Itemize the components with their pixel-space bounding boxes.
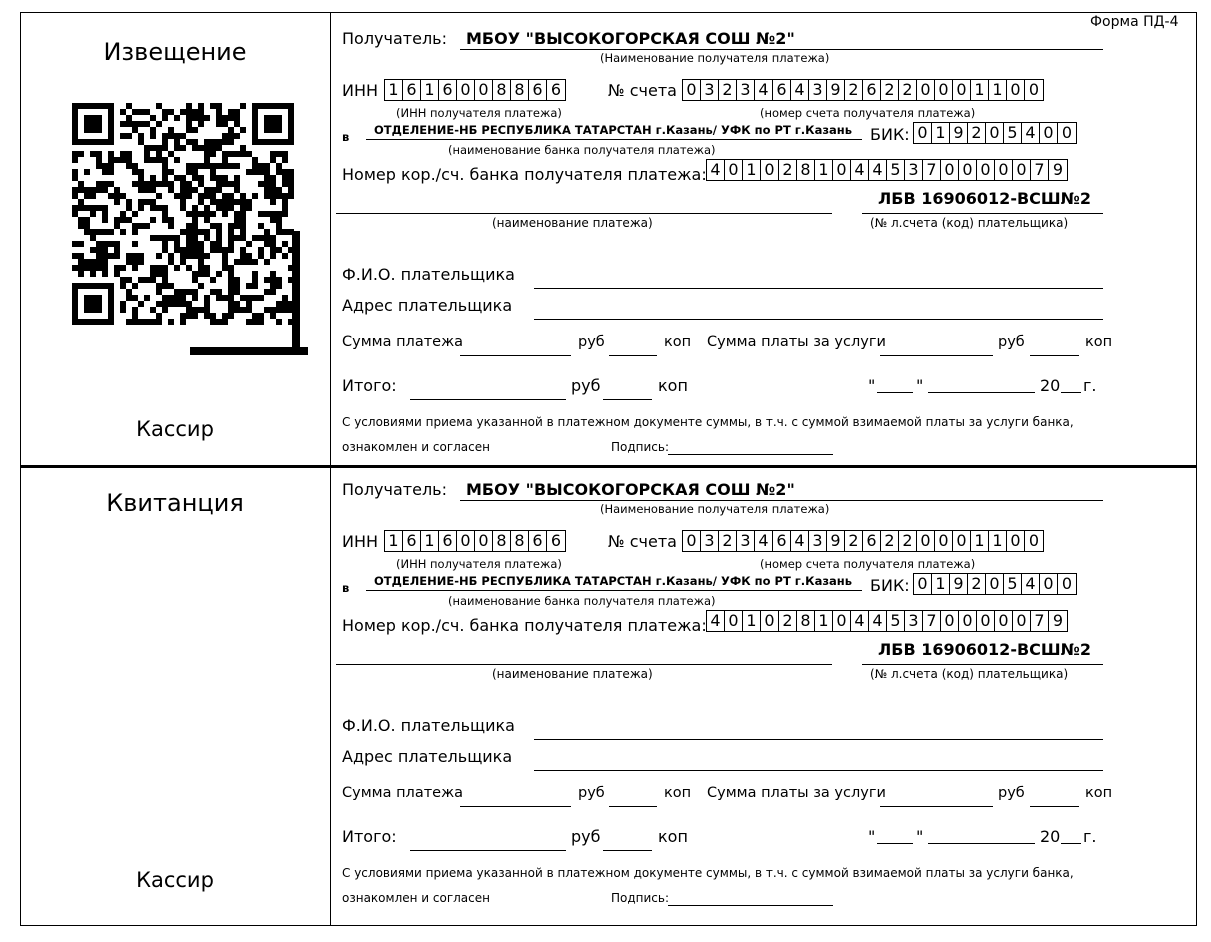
digit-cell: 3 xyxy=(809,80,827,100)
digit-cell: 9 xyxy=(950,574,968,594)
digit-cell: 6 xyxy=(439,531,457,551)
digit-cell: 3 xyxy=(809,531,827,551)
corr-label: Номер кор./сч. банка получателя платежа: xyxy=(342,616,707,635)
digit-cell: 1 xyxy=(385,80,403,100)
date-day-field[interactable] xyxy=(877,843,913,844)
date-month-field[interactable] xyxy=(928,392,1035,393)
digit-cell: 0 xyxy=(1061,123,1073,142)
digit-cell: 0 xyxy=(761,611,779,631)
sum-rub-field[interactable] xyxy=(460,355,571,356)
inn-digits xyxy=(384,79,566,101)
digit-cell: 9 xyxy=(827,80,845,100)
bik-label: БИК: xyxy=(870,576,910,595)
account-caption: (номер счета получателя платежа) xyxy=(760,557,976,571)
service-fee-label: Сумма платы за услуги xyxy=(707,785,886,801)
notice-section xyxy=(330,12,1197,467)
digit-cell: 6 xyxy=(773,80,791,100)
digit-cell: 2 xyxy=(899,531,917,551)
digit-cell: 2 xyxy=(719,531,737,551)
digit-cell: 2 xyxy=(845,531,863,551)
digit-cell: 1 xyxy=(421,531,439,551)
cashier-label-bottom: Кассир xyxy=(136,868,214,892)
payer-name-label: Ф.И.О. плательщика xyxy=(342,265,515,284)
fee-kop-field[interactable] xyxy=(1030,355,1079,356)
digit-cell: 0 xyxy=(1013,611,1031,631)
inn-label: ИНН xyxy=(342,532,379,551)
fee-rub-field[interactable] xyxy=(880,806,993,807)
inn-label: ИНН xyxy=(342,81,379,100)
digit-cell: 1 xyxy=(815,160,833,180)
fee-rub-label: руб xyxy=(998,785,1025,801)
digit-cell: 0 xyxy=(457,80,475,100)
digit-cell: 0 xyxy=(475,80,493,100)
sum-rub-label: руб xyxy=(578,785,605,801)
digit-cell: 3 xyxy=(737,80,755,100)
payer-account: ЛБВ 16906012-ВСШ№2 xyxy=(878,640,1092,659)
digit-cell: 5 xyxy=(1004,123,1022,143)
payer-account: ЛБВ 16906012-ВСШ№2 xyxy=(878,189,1092,208)
notice-title: Извещение xyxy=(103,38,247,66)
digit-cell: 9 xyxy=(1052,611,1064,630)
year-prefix: 20 xyxy=(1040,376,1061,395)
form-label: Форма ПД-4 xyxy=(1090,14,1179,30)
total-rub-field[interactable] xyxy=(410,850,566,851)
corr-digits xyxy=(706,610,1068,632)
digit-cell: 2 xyxy=(719,80,737,100)
digit-cell: 9 xyxy=(827,531,845,551)
fee-kop-label: коп xyxy=(1085,785,1113,801)
digit-cell: 7 xyxy=(1031,160,1049,180)
digit-cell: 5 xyxy=(1004,574,1022,594)
total-kop-label: коп xyxy=(658,827,688,846)
payer-name-field[interactable] xyxy=(534,739,1103,740)
sum-kop-field[interactable] xyxy=(609,806,657,807)
digit-cell: 4 xyxy=(851,160,869,180)
digit-cell: 0 xyxy=(725,160,743,180)
digit-cell: 0 xyxy=(917,531,935,551)
digit-cell: 0 xyxy=(941,160,959,180)
total-rub-label: руб xyxy=(571,827,601,846)
digit-cell: 0 xyxy=(475,531,493,551)
digit-cell: 0 xyxy=(1061,574,1073,593)
recipient-label: Получатель: xyxy=(342,29,447,48)
payer-account-caption: (№ л.счета (код) плательщика) xyxy=(870,216,1069,230)
digit-cell: 1 xyxy=(743,611,761,631)
digit-cell: 3 xyxy=(905,611,923,631)
digit-cell: 0 xyxy=(457,531,475,551)
bik-digits xyxy=(913,122,1077,144)
bank-name: ОТДЕЛЕНИЕ-НБ РЕСПУБЛИКА ТАТАРСТАН г.Казань/ УФК по РТ г.Казань xyxy=(374,123,852,137)
digit-cell: 4 xyxy=(869,160,887,180)
digit-cell: 5 xyxy=(887,611,905,631)
digit-cell: 2 xyxy=(779,611,797,631)
total-kop-field[interactable] xyxy=(603,399,652,400)
digit-cell: 9 xyxy=(1052,160,1064,179)
date-year-field[interactable] xyxy=(1061,843,1081,844)
payer-account-caption: (№ л.счета (код) плательщика) xyxy=(870,667,1069,681)
digit-cell: 4 xyxy=(869,611,887,631)
recipient-caption: (Наименование получателя платежа) xyxy=(600,502,830,516)
year-prefix: 20 xyxy=(1040,827,1061,846)
total-label: Итого: xyxy=(342,827,397,846)
digit-cell: 4 xyxy=(791,531,809,551)
digit-cell: 7 xyxy=(923,611,941,631)
account-digits xyxy=(682,530,1044,552)
sum-label: Сумма платежа xyxy=(342,785,464,801)
payment-name-caption: (наименование платежа) xyxy=(492,216,653,230)
digit-cell: 0 xyxy=(1028,531,1040,550)
digit-cell: 2 xyxy=(899,80,917,100)
digit-cell: 0 xyxy=(935,531,953,551)
fee-rub-label: руб xyxy=(998,334,1025,350)
recipient-name: МБОУ "ВЫСОКОГОРСКАЯ СОШ №2" xyxy=(466,480,795,499)
digit-cell: 1 xyxy=(421,80,439,100)
corr-label: Номер кор./сч. банка получателя платежа: xyxy=(342,165,707,184)
digit-cell: 0 xyxy=(977,611,995,631)
digit-cell: 0 xyxy=(959,160,977,180)
terms-line1: С условиями приема указанной в платежном документе суммы, в т.ч. с суммой взимаемой платы за услуги банка, xyxy=(342,415,1074,429)
payer-address-field[interactable] xyxy=(534,770,1103,771)
digit-cell: 6 xyxy=(403,80,421,100)
total-kop-field[interactable] xyxy=(603,850,652,851)
digit-cell: 1 xyxy=(989,531,1007,551)
digit-cell: 0 xyxy=(959,611,977,631)
digit-cell: 5 xyxy=(887,160,905,180)
digit-cell: 2 xyxy=(881,531,899,551)
digit-cell: 4 xyxy=(755,80,773,100)
digit-cell: 4 xyxy=(1022,123,1040,143)
payment-name-caption: (наименование платежа) xyxy=(492,667,653,681)
digit-cell: 1 xyxy=(989,80,1007,100)
total-rub-field[interactable] xyxy=(410,399,566,400)
bik-digits xyxy=(913,573,1077,595)
digit-cell: 6 xyxy=(550,80,562,99)
sum-label: Сумма платежа xyxy=(342,334,464,350)
digit-cell: 0 xyxy=(935,80,953,100)
digit-cell: 0 xyxy=(953,80,971,100)
digit-cell: 7 xyxy=(923,160,941,180)
digit-cell: 0 xyxy=(1040,574,1058,594)
payer-address-label: Адрес плательщика xyxy=(342,296,513,315)
digit-cell: 6 xyxy=(773,531,791,551)
receipt-section xyxy=(330,463,1197,918)
digit-cell: 0 xyxy=(761,160,779,180)
sum-rub-label: руб xyxy=(578,334,605,350)
digit-cell: 9 xyxy=(950,123,968,143)
account-label: № счета xyxy=(608,532,677,551)
terms-line2: ознакомлен и согласен xyxy=(342,891,490,905)
signature-field[interactable] xyxy=(668,905,833,906)
digit-cell: 6 xyxy=(403,531,421,551)
digit-cell: 0 xyxy=(995,160,1013,180)
bank-prefix: в xyxy=(342,581,350,595)
inn-caption: (ИНН получателя платежа) xyxy=(396,106,562,120)
digit-cell: 6 xyxy=(439,80,457,100)
digit-cell: 8 xyxy=(511,531,529,551)
payer-name-label: Ф.И.О. плательщика xyxy=(342,716,515,735)
digit-cell: 2 xyxy=(968,574,986,594)
payer-address-label: Адрес плательщика xyxy=(342,747,513,766)
digit-cell: 3 xyxy=(737,531,755,551)
payer-name-field[interactable] xyxy=(534,288,1103,289)
fee-kop-field[interactable] xyxy=(1030,806,1079,807)
date-quote-open: " xyxy=(868,376,876,395)
terms-line1: С условиями приема указанной в платежном документе суммы, в т.ч. с суммой взимаемой платы за услуги банка, xyxy=(342,866,1074,880)
qr-code-icon xyxy=(72,103,308,355)
digit-cell: 6 xyxy=(529,80,547,100)
corr-digits xyxy=(706,159,1068,181)
account-label: № счета xyxy=(608,81,677,100)
digit-cell: 0 xyxy=(1040,123,1058,143)
fee-rub-field[interactable] xyxy=(880,355,993,356)
digit-cell: 6 xyxy=(863,531,881,551)
digit-cell: 3 xyxy=(701,531,719,551)
digit-cell: 1 xyxy=(932,123,950,143)
digit-cell: 0 xyxy=(986,123,1004,143)
date-day-field[interactable] xyxy=(877,392,913,393)
digit-cell: 0 xyxy=(986,574,1004,594)
digit-cell: 4 xyxy=(707,160,725,180)
digit-cell: 2 xyxy=(845,80,863,100)
digit-cell: 0 xyxy=(914,123,932,143)
sum-kop-field[interactable] xyxy=(609,355,657,356)
terms-line2: ознакомлен и согласен xyxy=(342,440,490,454)
digit-cell: 3 xyxy=(701,80,719,100)
recipient-caption: (Наименование получателя платежа) xyxy=(600,51,830,65)
bank-name: ОТДЕЛЕНИЕ-НБ РЕСПУБЛИКА ТАТАРСТАН г.Казань/ УФК по РТ г.Казань xyxy=(374,574,852,588)
digit-cell: 1 xyxy=(971,531,989,551)
digit-cell: 8 xyxy=(511,80,529,100)
digit-cell: 4 xyxy=(707,611,725,631)
digit-cell: 4 xyxy=(851,611,869,631)
digit-cell: 0 xyxy=(977,160,995,180)
digit-cell: 8 xyxy=(797,160,815,180)
recipient-name: МБОУ "ВЫСОКОГОРСКАЯ СОШ №2" xyxy=(466,29,795,48)
sum-kop-label: коп xyxy=(664,334,692,350)
year-suffix: г. xyxy=(1083,827,1097,846)
inn-caption: (ИНН получателя платежа) xyxy=(396,557,562,571)
digit-cell: 0 xyxy=(833,611,851,631)
date-month-field[interactable] xyxy=(928,843,1035,844)
service-fee-label: Сумма платы за услуги xyxy=(707,334,886,350)
signature-label: Подпись: xyxy=(611,440,670,454)
digit-cell: 0 xyxy=(995,611,1013,631)
account-caption: (номер счета получателя платежа) xyxy=(760,106,976,120)
signature-field[interactable] xyxy=(668,454,833,455)
digit-cell: 0 xyxy=(683,531,701,551)
digit-cell: 0 xyxy=(1028,80,1040,99)
digit-cell: 2 xyxy=(881,80,899,100)
bank-prefix: в xyxy=(342,130,350,144)
date-quote-close: " xyxy=(916,827,924,846)
date-year-field[interactable] xyxy=(1061,392,1081,393)
digit-cell: 1 xyxy=(743,160,761,180)
digit-cell: 0 xyxy=(725,611,743,631)
date-quote-close: " xyxy=(916,376,924,395)
digit-cell: 8 xyxy=(493,80,511,100)
sum-kop-label: коп xyxy=(664,785,692,801)
receipt-title: Квитанция xyxy=(106,489,244,517)
bank-caption: (наименование банка получателя платежа) xyxy=(448,594,716,608)
bank-caption: (наименование банка получателя платежа) xyxy=(448,143,716,157)
recipient-label: Получатель: xyxy=(342,480,447,499)
digit-cell: 0 xyxy=(1013,160,1031,180)
total-label: Итого: xyxy=(342,376,397,395)
payer-address-field[interactable] xyxy=(534,319,1103,320)
digit-cell: 0 xyxy=(917,80,935,100)
digit-cell: 4 xyxy=(755,531,773,551)
digit-cell: 6 xyxy=(550,531,562,550)
digit-cell: 4 xyxy=(791,80,809,100)
digit-cell: 0 xyxy=(683,80,701,100)
sum-rub-field[interactable] xyxy=(460,806,571,807)
digit-cell: 0 xyxy=(953,531,971,551)
account-digits xyxy=(682,79,1044,101)
digit-cell: 0 xyxy=(914,574,932,594)
digit-cell: 6 xyxy=(863,80,881,100)
digit-cell: 2 xyxy=(968,123,986,143)
total-rub-label: руб xyxy=(571,376,601,395)
digit-cell: 2 xyxy=(779,160,797,180)
digit-cell: 0 xyxy=(1007,531,1025,551)
digit-cell: 7 xyxy=(1031,611,1049,631)
digit-cell: 1 xyxy=(971,80,989,100)
digit-cell: 1 xyxy=(932,574,950,594)
digit-cell: 3 xyxy=(905,160,923,180)
total-kop-label: коп xyxy=(658,376,688,395)
digit-cell: 0 xyxy=(941,611,959,631)
digit-cell: 1 xyxy=(385,531,403,551)
digit-cell: 0 xyxy=(833,160,851,180)
signature-label: Подпись: xyxy=(611,891,670,905)
date-quote-open: " xyxy=(868,827,876,846)
digit-cell: 1 xyxy=(815,611,833,631)
digit-cell: 8 xyxy=(797,611,815,631)
digit-cell: 6 xyxy=(529,531,547,551)
digit-cell: 4 xyxy=(1022,574,1040,594)
cashier-label-top: Кассир xyxy=(136,417,214,441)
inn-digits xyxy=(384,530,566,552)
digit-cell: 0 xyxy=(1007,80,1025,100)
fee-kop-label: коп xyxy=(1085,334,1113,350)
digit-cell: 8 xyxy=(493,531,511,551)
bik-label: БИК: xyxy=(870,125,910,144)
year-suffix: г. xyxy=(1083,376,1097,395)
